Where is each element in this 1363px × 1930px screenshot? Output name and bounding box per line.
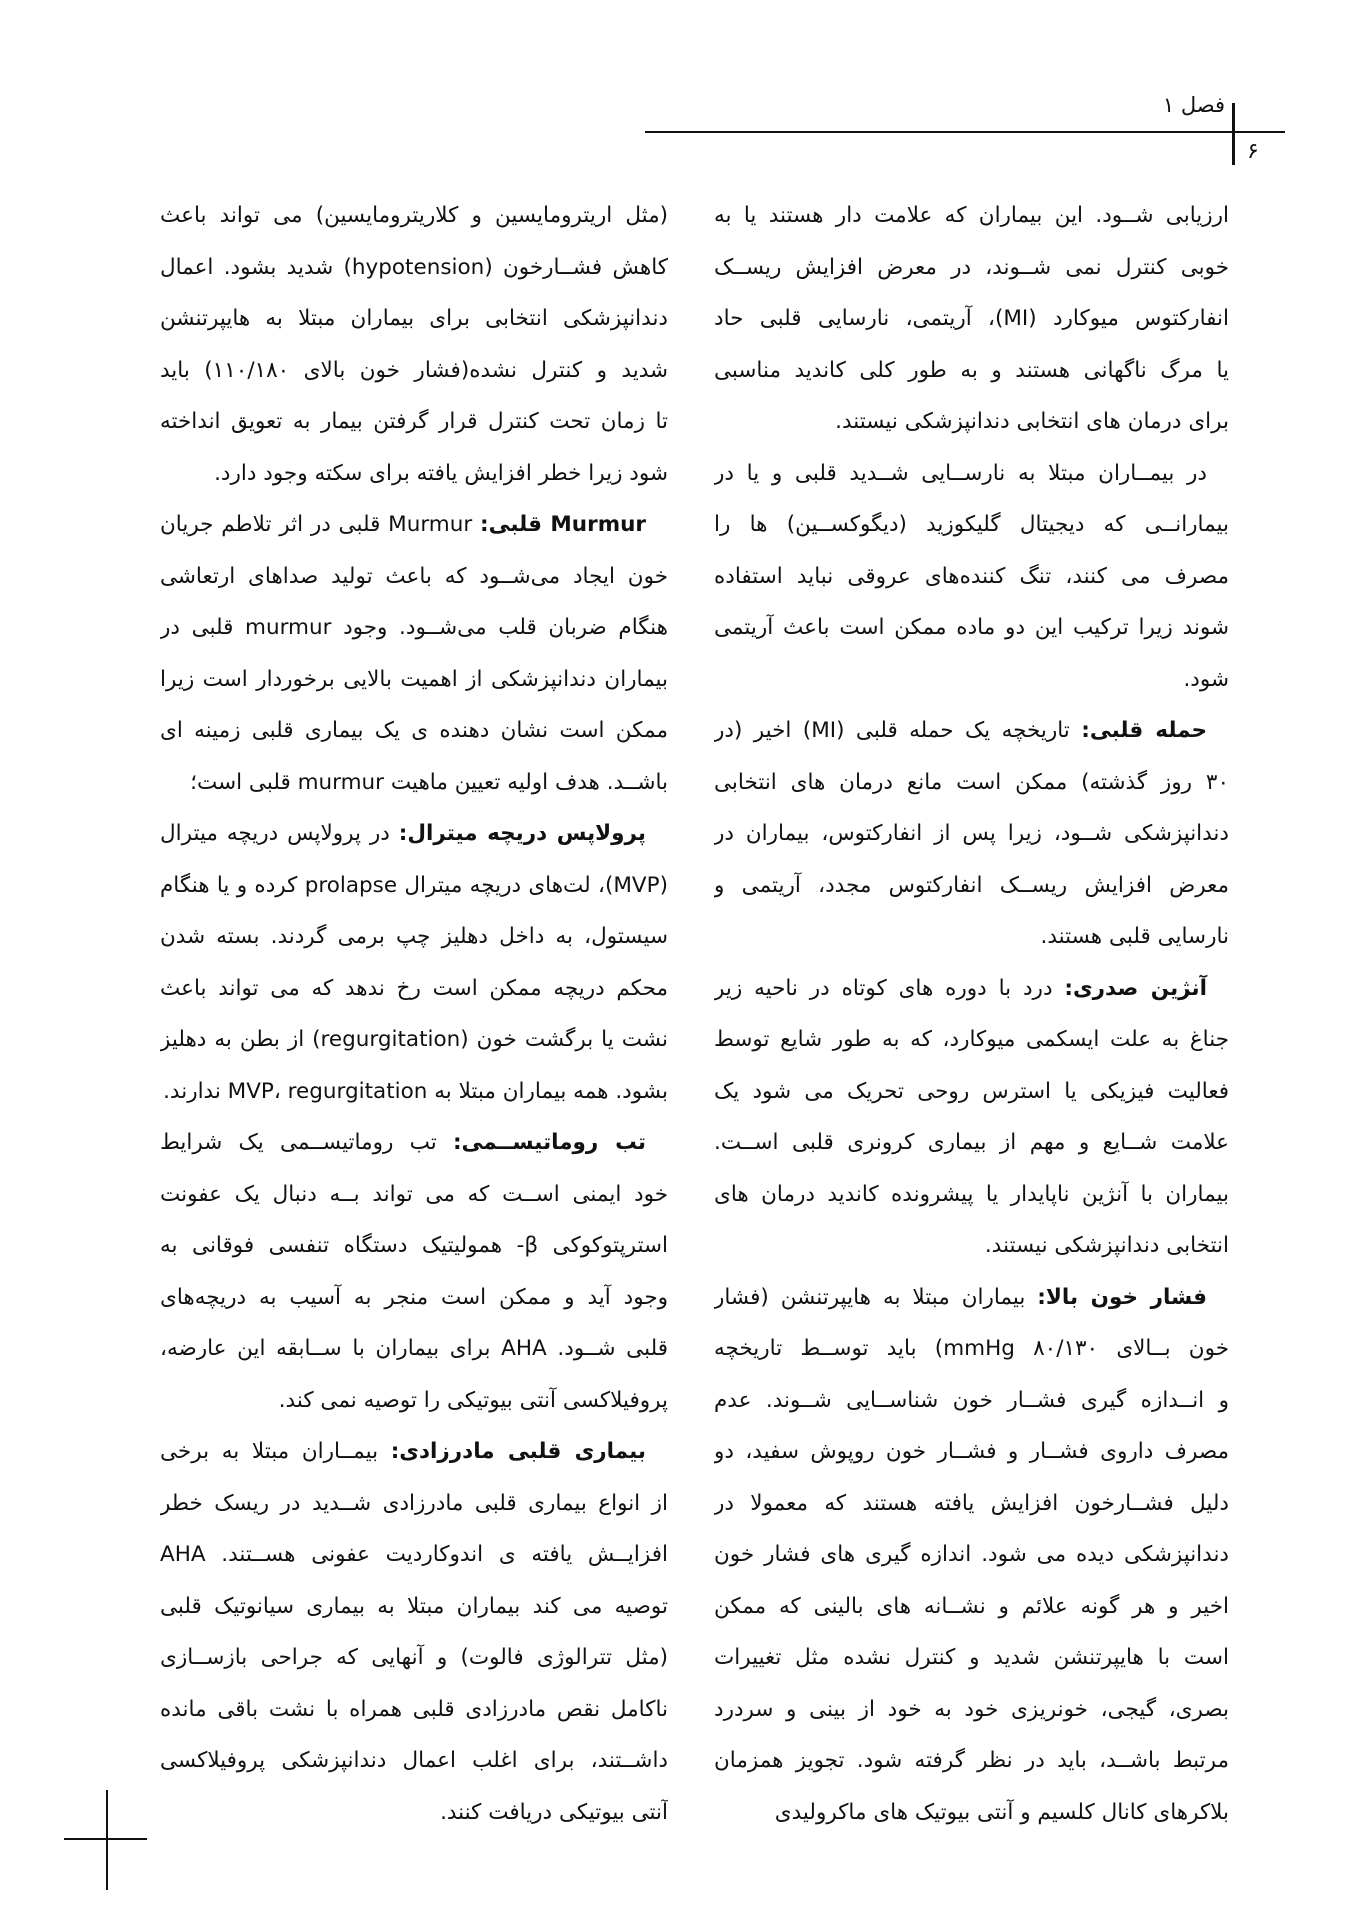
text-line <box>160 293 668 345</box>
section-heading: حمله قلبی: <box>1081 718 1207 743</box>
line-text: هنگام ضربان قلب می‌شــود. وجود murmur قلبی در <box>160 615 668 640</box>
line-text: (مثل اریترومایسین و کلاریترومایسین) می تواند باعث <box>160 203 668 228</box>
text-line <box>160 1375 668 1427</box>
line-text: نارسایی قلبی هستند. <box>1040 924 1229 949</box>
line-text: در بیمــاران مبتلا به نارســایی شــدید قلبی و یا در <box>714 460 1207 486</box>
text-line <box>714 1632 1229 1684</box>
line-text: مصرف می کنند، تنگ کننده‌های عروقی نباید استفاده <box>714 563 1229 589</box>
line-text: بیماران مبتلا به هایپرتنشن (فشار <box>714 1284 1038 1310</box>
text-line <box>160 242 668 294</box>
header-rule <box>645 131 1285 133</box>
text-line <box>714 963 1229 1015</box>
text-line <box>714 293 1229 345</box>
text-line <box>714 1478 1229 1530</box>
text-line <box>714 911 1229 963</box>
header-divider <box>1232 103 1235 165</box>
line-text: مصرف داروی فشــار و فشــار خون روپوش سفید، دو <box>714 1439 1229 1464</box>
text-line <box>714 1272 1229 1324</box>
line-text: ۳۰ روز گذشته) ممکن است مانع درمان های انتخابی <box>714 769 1229 795</box>
text-line <box>160 1581 668 1633</box>
text-line <box>160 499 668 551</box>
line-text: اخیر و هر گونه علائم و نشــانه های بالینی که ممکن <box>714 1593 1229 1619</box>
text-line <box>714 1375 1229 1427</box>
line-text: باشــد. هدف اولیه تعیین ماهیت murmur قلبی است؛ <box>190 769 668 795</box>
text-line <box>160 1117 668 1169</box>
line-text: افزایــش یافته ی اندوکاردیت عفونی هســتند. AHA <box>160 1542 668 1567</box>
text-line <box>714 242 1229 294</box>
text-line <box>160 1323 668 1375</box>
line-text: ارزیابی شــود. این بیماران که علامت دار هستند یا به <box>714 203 1229 228</box>
text-line <box>160 911 668 963</box>
line-text: کاهش فشــارخون (hypotension) شدید بشود. اعمال <box>160 254 668 280</box>
line-text: انتخابی دندانپزشکی نیستند. <box>984 1233 1229 1258</box>
text-line <box>714 1735 1229 1787</box>
text-line <box>160 396 668 448</box>
line-text: محکم دریچه ممکن است رخ ندهد که می تواند باعث <box>160 975 668 1001</box>
text-line <box>160 1529 668 1581</box>
text-line <box>160 551 668 603</box>
line-text: Murmur قلبی در اثر تلاطم جریان <box>160 512 480 537</box>
text-line <box>160 705 668 757</box>
text-line <box>714 705 1229 757</box>
text-line <box>160 1169 668 1221</box>
line-text: درد با دوره های کوتاه در ناحیه زیر <box>714 975 1065 1001</box>
text-line <box>714 808 1229 860</box>
line-text: جناغ به علت ایسکمی میوکارد، که به طور شایع توسط <box>714 1027 1229 1052</box>
line-text: تب روماتیســمی یک شرایط <box>160 1130 453 1155</box>
line-text: معرض افزایش ریســک انفارکتوس مجدد، آریتمی و <box>714 872 1229 898</box>
text-line <box>160 1014 668 1066</box>
line-text: بصری، گیجی، خونریزی خود به خود از بینی و سردرد <box>714 1696 1229 1722</box>
text-line <box>714 602 1229 654</box>
section-heading: پرولاپس دریچه میترال: <box>398 821 646 846</box>
line-text: دلیل فشــارخون افزایش یافته هستند که معمولا در <box>714 1490 1229 1516</box>
text-line <box>714 1220 1229 1272</box>
text-line <box>160 190 668 242</box>
line-text: دندانپزشکی انتخابی برای بیماران مبتلا به هایپرتنشن <box>160 306 668 331</box>
line-text: شوند زیرا ترکیب این دو ماده ممکن است باعث آریتمی <box>714 615 1229 640</box>
line-text: استرپتوکوکی β- همولیتیک دستگاه تنفسی فوقانی به <box>160 1233 668 1258</box>
text-line <box>714 1581 1229 1633</box>
text-line <box>714 396 1229 448</box>
line-text: ممکن است نشان دهنده ی یک بیماری قلبی زمینه ای <box>160 718 668 743</box>
text-line <box>160 808 668 860</box>
line-text: بیمــاران مبتلا به برخی <box>160 1439 391 1464</box>
line-text: (مثل تترالوژی فالوت) و آنهایی که جراحی بازســازی <box>160 1645 668 1670</box>
line-text: یا مرگ ناگهانی هستند و به طور کلی کاندید مناسبی <box>714 357 1229 383</box>
line-text: وجود آید و ممکن است منجر به آسیب به دریچه‌های <box>160 1284 668 1310</box>
text-line <box>160 1632 668 1684</box>
line-text: دندانپزشکی دیده می شود. اندازه گیری های فشار خون <box>714 1542 1229 1567</box>
line-text: فعالیت فیزیکی یا استرس روحی تحریک می شود یک <box>714 1078 1229 1104</box>
right-text-column <box>714 190 1229 1838</box>
line-text: پروفیلاکسی آنتی بیوتیکی را توصیه نمی کند. <box>278 1387 668 1413</box>
text-line <box>160 1735 668 1787</box>
text-line <box>714 1323 1229 1375</box>
text-line <box>714 757 1229 809</box>
line-text: از انواع بیماری قلبی مادرزادی شــدید در ریسک خطر <box>160 1490 668 1516</box>
page-number: ۶ <box>1247 139 1259 164</box>
line-text: (MVP)، لت‌های دریچه میترال prolapse کرده و یا هنگام <box>160 872 668 898</box>
line-text: بشود. همه بیماران مبتلا به MVP، regurgitation ندارند. <box>163 1078 668 1104</box>
line-text: دندانپزشکی شــود، زیرا پس از انفارکتوس، بیماران در <box>714 821 1229 846</box>
text-line <box>160 1684 668 1736</box>
text-line <box>160 654 668 706</box>
text-line <box>714 499 1229 551</box>
section-heading: آنژین صدری: <box>1064 975 1207 1001</box>
text-line <box>160 345 668 397</box>
line-text: بیماران با آنژین ناپایدار یا پیشرونده کاندید درمان های <box>714 1181 1229 1207</box>
text-line <box>714 654 1229 706</box>
line-text: ناکامل نقص مادرزادی قلبی همراه با نشت باقی مانده <box>160 1696 668 1722</box>
text-line <box>714 1426 1229 1478</box>
line-text: داشــتند، برای اغلب اعمال دندانپزشکی پروفیلاکسی <box>160 1748 668 1773</box>
text-line <box>160 963 668 1015</box>
line-text: شدید و کنترل نشده(فشار خون بالای ۱۱۰/۱۸۰) باید <box>160 357 668 383</box>
text-line <box>714 1169 1229 1221</box>
text-line <box>714 345 1229 397</box>
line-text: سیستول، به داخل دهلیز چپ برمی گردند. بسته شدن <box>160 924 668 949</box>
line-text: شود زیرا خطر افزایش یافته برای سکته وجود دارد. <box>214 460 668 486</box>
chapter-label: فصل ۱ <box>1162 93 1225 117</box>
text-line <box>160 860 668 912</box>
text-line <box>160 1220 668 1272</box>
line-text: بلاکرهای کانال کلسیم و آنتی بیوتیک های ماکرولیدی <box>774 1799 1229 1825</box>
line-text: قلبی شــود. AHA برای بیماران با ســابقه این عارضه، <box>160 1336 668 1361</box>
line-text: در پرولاپس دریچه میترال <box>160 821 399 846</box>
line-text: برای درمان های انتخابی دندانپزشکی نیستند. <box>835 409 1229 434</box>
line-text: تا زمان تحت کنترل قرار گرفتن بیمار به تعویق انداخته <box>160 409 668 434</box>
text-line <box>160 1426 668 1478</box>
crop-mark-vertical <box>106 1790 108 1890</box>
text-line <box>160 448 668 500</box>
line-text: و انــدازه گیری فشــار خون شناســایی شــوند. عدم <box>714 1387 1229 1413</box>
text-line <box>160 757 668 809</box>
line-text: مرتبط باشــد، باید در نظر گرفته شود. تجویز همزمان <box>714 1748 1229 1773</box>
text-line <box>160 1066 668 1118</box>
line-text: آنتی بیوتیکی دریافت کنند. <box>440 1799 668 1825</box>
text-line <box>160 602 668 654</box>
text-line <box>160 1787 668 1839</box>
text-line <box>714 1014 1229 1066</box>
line-text: علامت شــایع و مهم از بیماری کرونری قلبی اســت. <box>714 1130 1229 1155</box>
line-text: انفارکتوس میوکارد (MI)، آریتمی، نارسایی قلبی حاد <box>714 306 1229 331</box>
text-line <box>160 1478 668 1530</box>
text-line <box>714 190 1229 242</box>
text-line <box>714 1529 1229 1581</box>
text-line <box>160 1272 668 1324</box>
text-line <box>714 1066 1229 1118</box>
line-text: شود. <box>1183 666 1229 692</box>
section-heading: بیماری قلبی مادرزادی: <box>390 1439 646 1464</box>
text-line <box>714 860 1229 912</box>
line-text: بیمارانــی که دیجیتال گلیکوزید (دیگوکســین) ها را <box>714 512 1229 537</box>
line-text: خون ایجاد می‌شــود که باعث تولید صداهای ارتعاشی <box>160 563 668 589</box>
line-text: نشت یا برگشت خون (regurgitation) از بطن به دهلیز <box>160 1027 668 1052</box>
line-text: خوبی کنترل نمی شــوند، در معرض افزایش ریســک <box>714 254 1229 280</box>
text-line <box>714 1787 1229 1839</box>
section-heading: تب روماتیســمی: <box>452 1130 646 1155</box>
text-line <box>714 448 1229 500</box>
section-heading: Murmur قلبی: <box>479 512 647 537</box>
line-text: تاریخچه یک حمله قلبی (MI) اخیر (در <box>714 718 1082 743</box>
text-line <box>714 551 1229 603</box>
line-text: است با هایپرتنشن شدید و کنترل نشده مثل تغییرات <box>714 1645 1229 1670</box>
line-text: بیماران دندانپزشکی از اهمیت بالایی برخوردار است زیرا <box>160 666 668 692</box>
line-text: خود ایمنی اســت که می تواند بــه دنبال یک عفونت <box>160 1181 668 1207</box>
text-line <box>714 1684 1229 1736</box>
text-line <box>714 1117 1229 1169</box>
section-heading: فشار خون بالا: <box>1037 1284 1207 1310</box>
line-text: خون بــالای ۸۰/۱۳۰ mmHg) باید توســط تاریخچه <box>714 1336 1229 1361</box>
line-text: توصیه می کند بیماران مبتلا به بیماری سیانوتیک قلبی <box>160 1593 668 1619</box>
left-text-column <box>160 190 668 1838</box>
